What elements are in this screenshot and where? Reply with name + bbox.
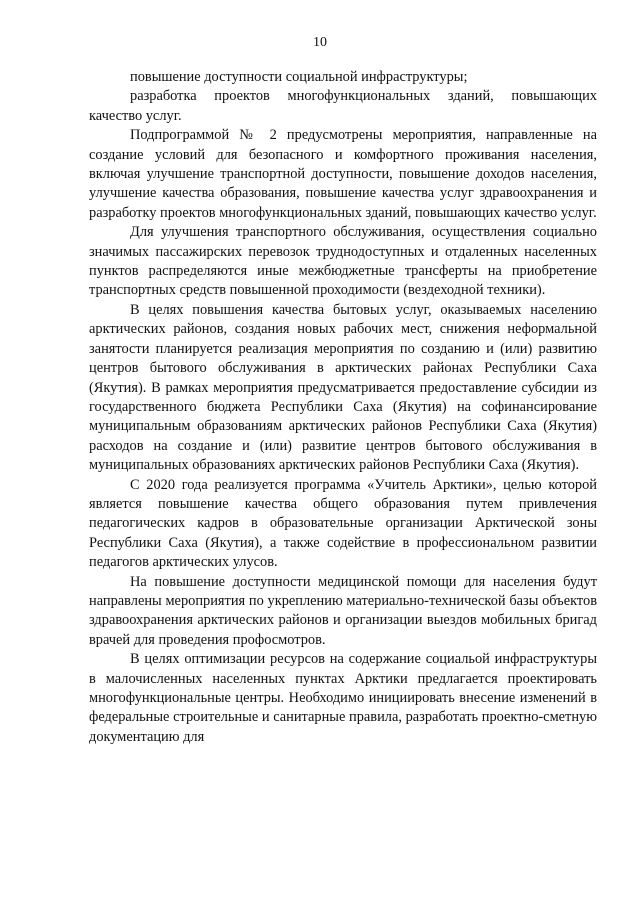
paragraph-household-services: В целях повышения качества бытовых услуг, оказываемых населению арктических районов, создания новых рабочих мест, снижения неформальной занятости планируется реализация мероприятия по созданию и (или) развитию центров бытового обслуживания в арктических районах Республики Саха (Якутия). В рамках мероприятия предусматривается предоставление субсидии из государственного бюджета Республики Саха (Якутия) на софинансирование муниципальным образованиям арктических районов Республики Саха (Якутия) расходов на создание и (или) развитие центров бытового обслуживания в муниципальных образованиях арктических районов Республики Саха (Якутия). — [89, 301, 597, 474]
paragraph-transport-service: Для улучшения транспортного обслуживания, осуществления социально значимых пассажирских перевозок труднодоступных и отдаленных населенных пунктов распределяются иные межбюджетные трансферты на приобретение транспортных средств повышенной проходимости (вездеходной техники). — [89, 224, 597, 299]
page-number: 10 — [313, 35, 327, 50]
paragraph-teacher-of-arctic: С 2020 года реализуется программа «Учитель Арктики», целью которой является повышение качества общего образования путем привлечения педагогических кадров в образовательные организации Арктической зоны Республики Саха (Якутия), а также содействие в профессиональном развитии педагогов арктических улусов. — [89, 476, 597, 571]
paragraph-subprogram-2: Подпрограммой № 2 предусмотрены мероприятия, направленные на создание условий для безопасного и комфортного проживания населения, включая улучшение транспортной доступности, повышение доходов населения, улучшение качества образования, повышение качества услуг здравоохранения и разработку проектов многофункциональных зданий, повышающих качество услуг. — [89, 127, 597, 221]
paragraph-resource-optimization: В целях оптимизации ресурсов на содержание социальой инфраструктуры в малочисленных населенных пунктах Арктики предлагается проектировать многофункциональные центры. Необходимо инициировать внесение изменений в федеральные строительные и санитарные правила, разработать проектно-сметную документацию для — [89, 651, 597, 745]
page-body — [89, 68, 597, 747]
paragraph-multifunctional-buildings: разработка проектов многофункциональных зданий, повышающих качество услуг. — [89, 88, 597, 124]
paragraph-access-social-infrastructure: повышение доступности социальной инфраструктуры; — [130, 69, 468, 85]
paragraph-medical-care: На повышение доступности медицинской помощи для населения будут направлены мероприятия по укреплению материально-технической базы объектов здравоохранения арктических районов и организации выездов мобильных бригад врачей для проведения профосмотров. — [89, 573, 597, 648]
